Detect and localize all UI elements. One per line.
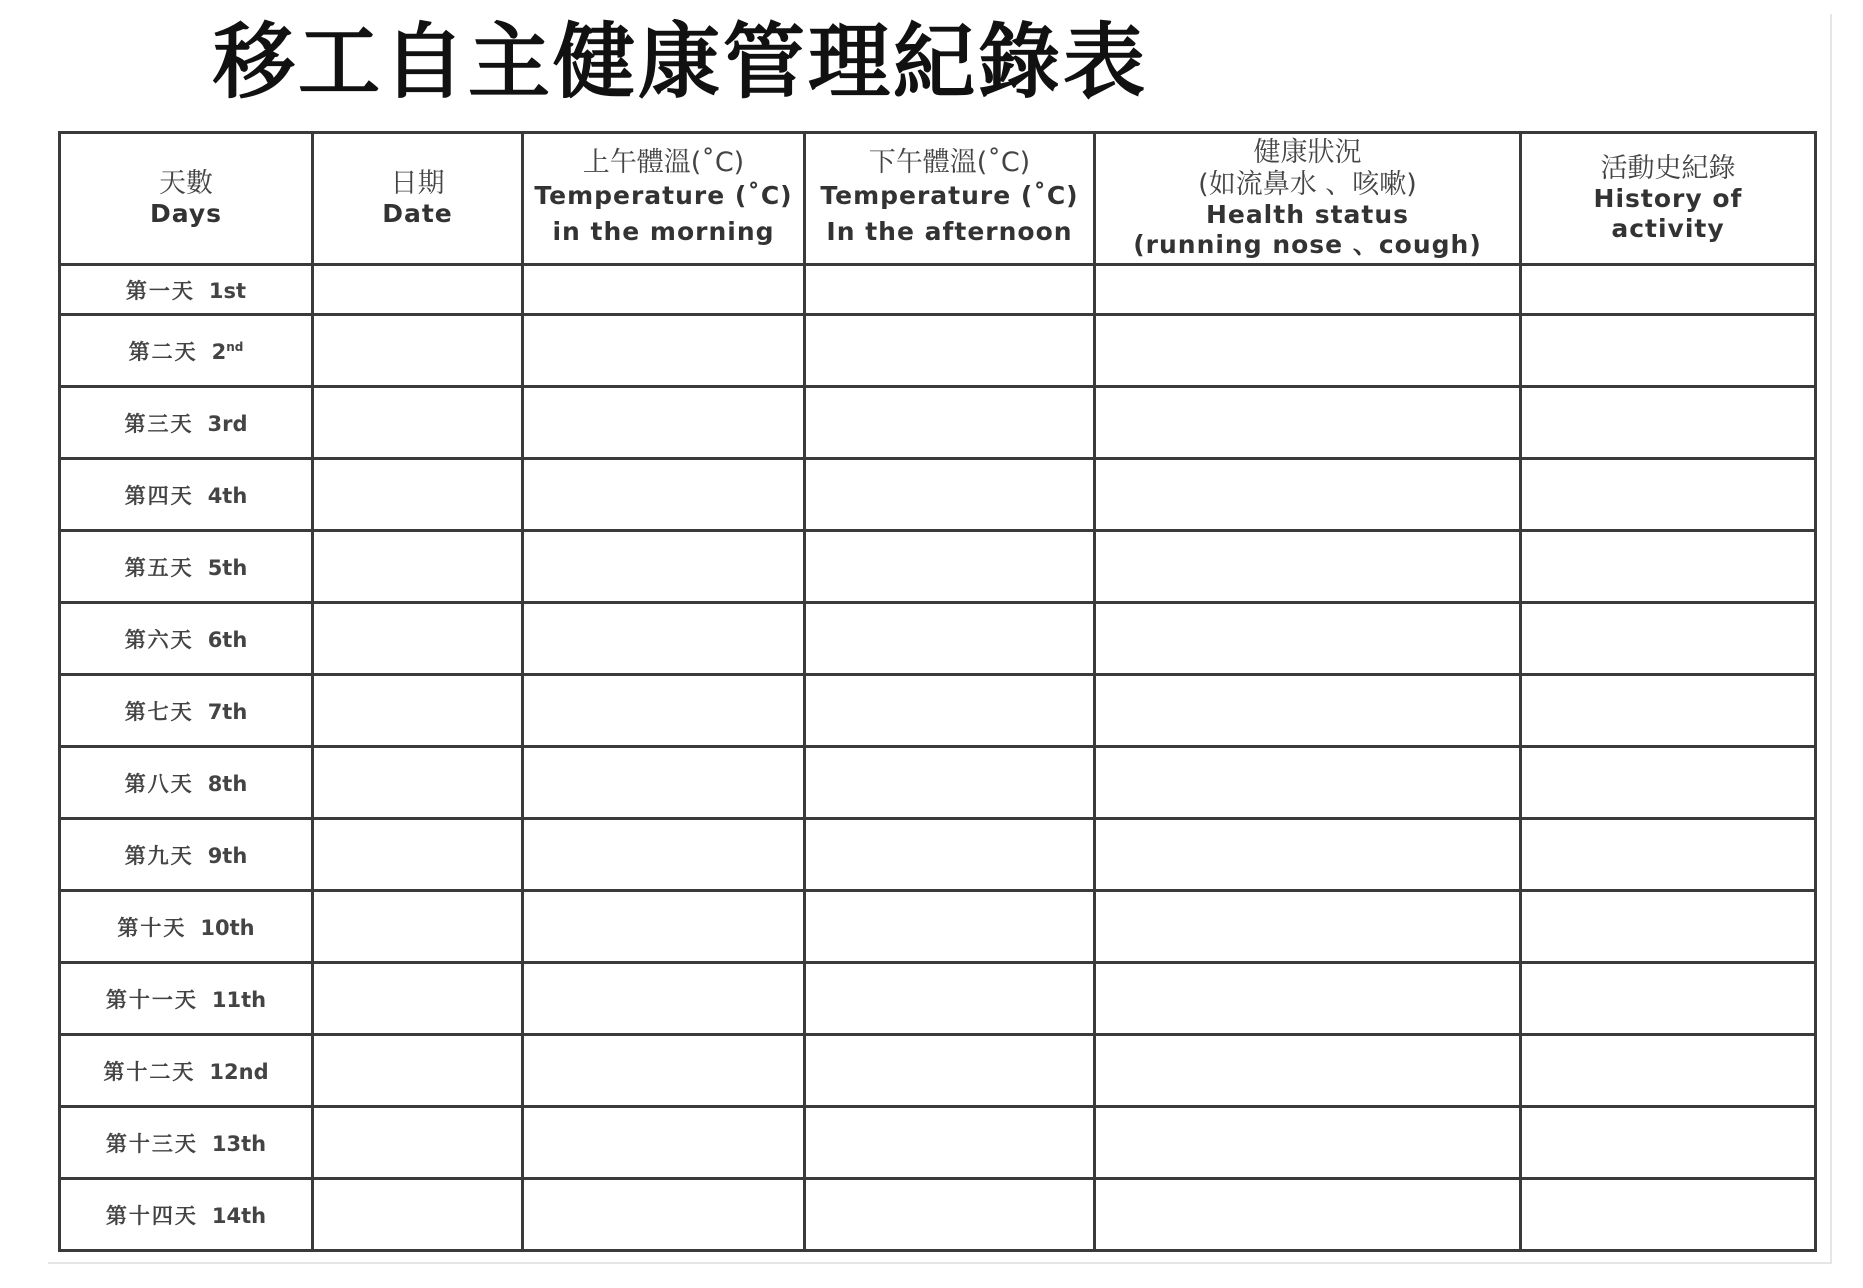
date-cell[interactable] [313, 531, 523, 603]
date-cell[interactable] [313, 1179, 523, 1251]
day-label [125, 772, 248, 796]
afternoon-temp-cell[interactable] [805, 1107, 1095, 1179]
day-label-en: 5th [207, 555, 248, 580]
health-status-cell[interactable] [1095, 459, 1521, 531]
table-row [60, 531, 1816, 603]
header-date [313, 133, 523, 265]
afternoon-temp-cell[interactable] [805, 747, 1095, 819]
date-cell[interactable] [313, 1035, 523, 1107]
day-cell [60, 747, 313, 819]
day-cell [60, 531, 313, 603]
day-label-zh: 第十三天 [105, 1131, 198, 1156]
afternoon-temp-cell[interactable] [805, 1179, 1095, 1251]
header-days-en: Days [149, 199, 223, 229]
health-status-cell[interactable] [1095, 603, 1521, 675]
health-status-cell[interactable] [1095, 747, 1521, 819]
header-days [60, 133, 313, 265]
activity-history-cell[interactable] [1521, 819, 1816, 891]
day-label-en: 1st [208, 278, 247, 303]
day-cell [60, 315, 313, 387]
table-row [60, 1179, 1816, 1251]
morning-temp-cell[interactable] [523, 675, 805, 747]
day-label-en: 12nd [209, 1059, 269, 1084]
date-cell[interactable] [313, 891, 523, 963]
day-label-en: 9th [207, 843, 248, 868]
health-status-cell[interactable] [1095, 675, 1521, 747]
header-afternoon-temp [805, 133, 1095, 265]
morning-temp-cell[interactable] [523, 747, 805, 819]
afternoon-temp-cell[interactable] [805, 675, 1095, 747]
day-label [106, 1132, 266, 1156]
day-label-zh: 第一天 [125, 278, 195, 303]
day-cell [60, 1107, 313, 1179]
day-label-en: 8th [207, 771, 248, 796]
afternoon-temp-cell[interactable] [805, 459, 1095, 531]
afternoon-temp-cell[interactable] [805, 603, 1095, 675]
day-label [125, 484, 248, 508]
health-status-cell[interactable] [1095, 1179, 1521, 1251]
morning-temp-cell[interactable] [523, 603, 805, 675]
day-label-en: 14th [211, 1203, 267, 1228]
day-label-zh: 第十一天 [105, 987, 198, 1012]
afternoon-temp-cell[interactable] [805, 315, 1095, 387]
date-cell[interactable] [313, 675, 523, 747]
day-label-zh: 第三天 [124, 411, 194, 436]
day-label-en: 6th [207, 627, 248, 652]
morning-temp-cell[interactable] [523, 819, 805, 891]
health-status-cell[interactable] [1095, 891, 1521, 963]
afternoon-temp-cell[interactable] [805, 387, 1095, 459]
day-label-en: 11th [211, 987, 267, 1012]
header-afternoon-en2: In the afternoon [826, 217, 1073, 247]
health-status-cell[interactable] [1095, 315, 1521, 387]
header-morning-temp [523, 133, 805, 265]
header-date-en: Date [382, 199, 453, 229]
day-label-zh: 第五天 [124, 555, 194, 580]
table-row [60, 603, 1816, 675]
health-record-table [58, 131, 1817, 1252]
date-cell[interactable] [313, 603, 523, 675]
day-label [125, 628, 248, 652]
header-activity-zh: 活動史紀錄 [1600, 152, 1736, 184]
day-label-en: 10th [200, 915, 255, 940]
header-date-zh: 日期 [390, 167, 445, 199]
activity-history-cell[interactable] [1521, 963, 1816, 1035]
afternoon-temp-cell[interactable] [805, 963, 1095, 1035]
day-label [117, 916, 254, 940]
table-row [60, 1035, 1816, 1107]
day-cell [60, 459, 313, 531]
day-label [125, 556, 248, 580]
activity-history-cell[interactable] [1521, 459, 1816, 531]
day-label-zh: 第六天 [124, 627, 194, 652]
table-row [60, 387, 1816, 459]
header-afternoon-zh: 下午體溫(˚C) [868, 146, 1031, 178]
afternoon-temp-cell[interactable] [805, 819, 1095, 891]
date-cell[interactable] [313, 315, 523, 387]
day-cell [60, 265, 313, 315]
header-morning-zh: 上午體溫(˚C) [582, 146, 745, 178]
day-ordinal-suffix: nd [226, 339, 244, 354]
day-label [129, 340, 244, 364]
header-morning-en2: in the morning [552, 217, 775, 247]
table-row [60, 747, 1816, 819]
date-cell[interactable] [313, 459, 523, 531]
header-health-en2: (running nose 、cough) [1133, 229, 1482, 259]
table-row [60, 1107, 1816, 1179]
date-cell[interactable] [313, 747, 523, 819]
morning-temp-cell[interactable] [523, 315, 805, 387]
date-cell[interactable] [313, 963, 523, 1035]
day-label-zh: 第九天 [124, 843, 194, 868]
table-row [60, 265, 1816, 315]
table-row [60, 315, 1816, 387]
activity-history-cell[interactable] [1521, 1179, 1816, 1251]
day-cell [60, 963, 313, 1035]
header-morning-en1: Temperature (˚C) [534, 180, 793, 210]
morning-temp-cell[interactable] [523, 1179, 805, 1251]
day-cell [60, 387, 313, 459]
health-status-cell[interactable] [1095, 1035, 1521, 1107]
table-row [60, 819, 1816, 891]
date-cell[interactable] [313, 819, 523, 891]
afternoon-temp-cell[interactable] [805, 531, 1095, 603]
day-label [126, 279, 246, 303]
day-label-en: 13th [211, 1131, 267, 1156]
day-label [103, 1060, 268, 1084]
activity-history-cell[interactable] [1521, 747, 1816, 819]
health-status-cell[interactable] [1095, 819, 1521, 891]
activity-history-cell[interactable] [1521, 1107, 1816, 1179]
header-health-status [1095, 133, 1521, 265]
table-body [60, 265, 1816, 1251]
day-label-zh: 第十天 [117, 915, 187, 940]
header-activity-en1: History of [1593, 184, 1743, 214]
activity-history-cell[interactable] [1521, 603, 1816, 675]
day-cell [60, 1179, 313, 1251]
day-cell [60, 1035, 313, 1107]
morning-temp-cell[interactable] [523, 459, 805, 531]
day-ordinal-number: 2 [211, 339, 227, 364]
day-label [125, 700, 248, 724]
header-afternoon-en1: Temperature (˚C) [820, 180, 1079, 210]
date-cell[interactable] [313, 265, 523, 315]
morning-temp-cell[interactable] [523, 531, 805, 603]
day-cell [60, 819, 313, 891]
morning-temp-cell[interactable] [523, 963, 805, 1035]
day-label-zh: 第十四天 [105, 1203, 198, 1228]
table-header-row [60, 133, 1816, 265]
health-status-cell[interactable] [1095, 531, 1521, 603]
day-label-zh: 第十二天 [103, 1059, 196, 1084]
afternoon-temp-cell[interactable] [805, 891, 1095, 963]
document-title: 移工自主健康管理紀錄表 [213, 15, 1149, 110]
day-cell [60, 891, 313, 963]
header-health-en1: Health status [1205, 199, 1410, 229]
day-label-zh: 第二天 [128, 339, 198, 364]
header-health-zh2: (如流鼻水 、咳嗽) [1198, 168, 1417, 200]
activity-history-cell[interactable] [1521, 891, 1816, 963]
day-label-en [212, 340, 244, 364]
activity-history-cell[interactable] [1521, 387, 1816, 459]
morning-temp-cell[interactable] [523, 387, 805, 459]
activity-history-cell[interactable] [1521, 1035, 1816, 1107]
health-status-cell[interactable] [1095, 387, 1521, 459]
activity-history-cell[interactable] [1521, 531, 1816, 603]
table-row [60, 675, 1816, 747]
day-label-en: 3rd [207, 411, 248, 436]
morning-temp-cell[interactable] [523, 1107, 805, 1179]
day-label [124, 412, 247, 436]
date-cell[interactable] [313, 1107, 523, 1179]
activity-history-cell[interactable] [1521, 265, 1816, 315]
header-activity-history [1521, 133, 1816, 265]
health-status-cell[interactable] [1095, 1107, 1521, 1179]
day-cell [60, 675, 313, 747]
morning-temp-cell[interactable] [523, 891, 805, 963]
date-cell[interactable] [313, 387, 523, 459]
day-label-zh: 第八天 [124, 771, 194, 796]
day-label [125, 844, 248, 868]
afternoon-temp-cell[interactable] [805, 1035, 1095, 1107]
day-label-zh: 第七天 [124, 699, 194, 724]
table-row [60, 459, 1816, 531]
header-activity-en2: activity [1611, 214, 1725, 244]
day-label-en: 7th [207, 699, 248, 724]
afternoon-temp-cell[interactable] [805, 265, 1095, 315]
health-status-cell[interactable] [1095, 963, 1521, 1035]
day-cell [60, 603, 313, 675]
activity-history-cell[interactable] [1521, 315, 1816, 387]
morning-temp-cell[interactable] [523, 1035, 805, 1107]
header-days-zh: 天數 [159, 167, 213, 199]
day-label-zh: 第四天 [124, 483, 194, 508]
morning-temp-cell[interactable] [523, 265, 805, 315]
day-label-en: 4th [207, 483, 248, 508]
table-row [60, 963, 1816, 1035]
day-label [106, 988, 266, 1012]
table-row [60, 891, 1816, 963]
health-status-cell[interactable] [1095, 265, 1521, 315]
day-label [106, 1204, 266, 1228]
activity-history-cell[interactable] [1521, 675, 1816, 747]
header-health-zh1: 健康狀況 [1253, 137, 1362, 169]
